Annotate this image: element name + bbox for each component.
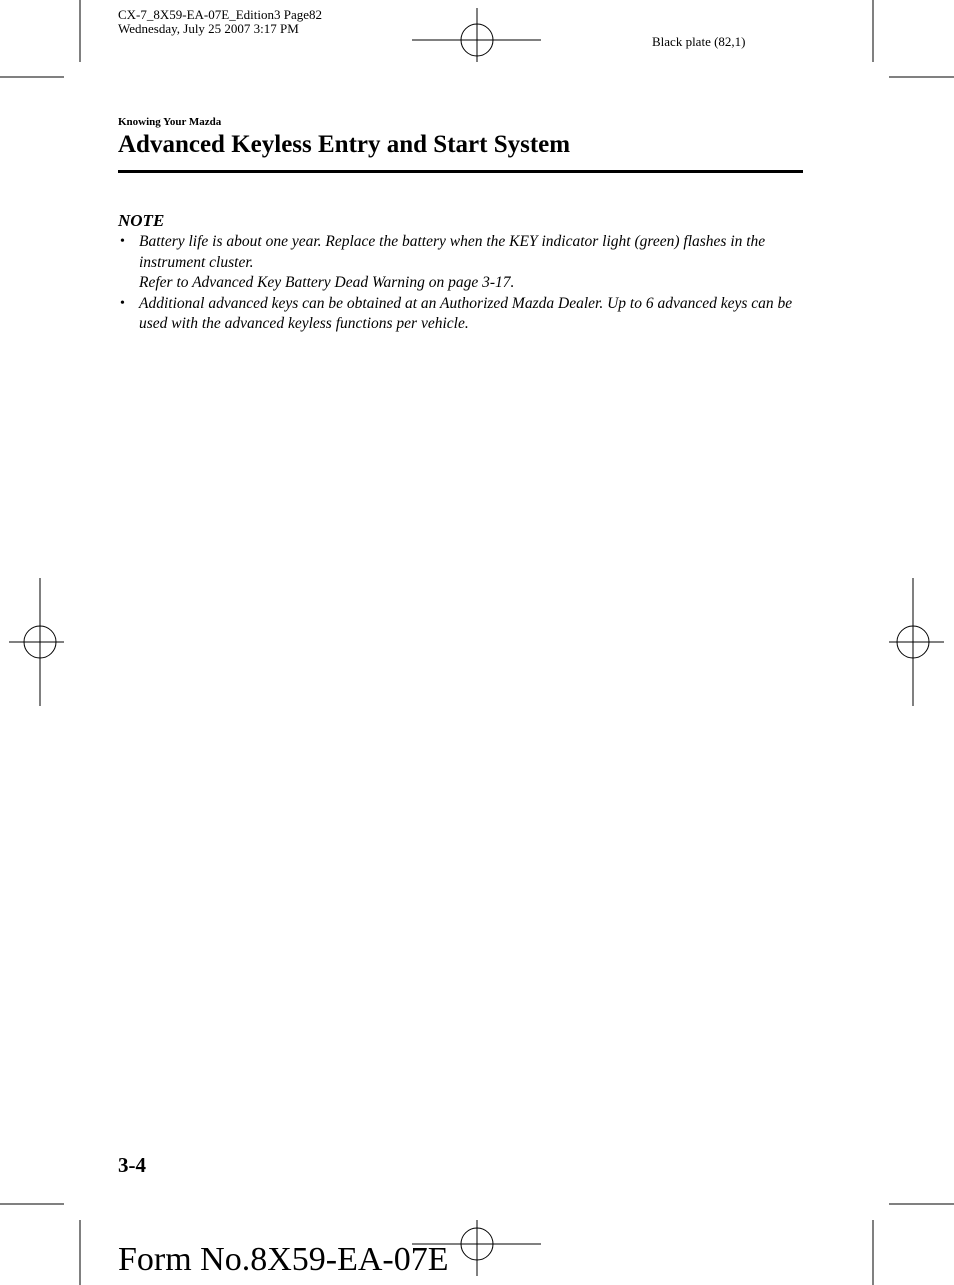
bullet-icon: • bbox=[120, 234, 125, 249]
print-date-line: Wednesday, July 25 2007 3:17 PM bbox=[118, 21, 299, 36]
title-rule bbox=[118, 170, 803, 173]
note-item bbox=[118, 294, 808, 335]
section-label: Knowing Your Mazda bbox=[118, 116, 222, 128]
note-list bbox=[118, 232, 808, 335]
note-text-reference: Refer to Advanced Key Battery Dead Warning on page 3-17. bbox=[139, 274, 515, 291]
note-text: Battery life is about one year. Replace the battery when the KEY indicator light (green) flashes in the instrument cluster. bbox=[139, 233, 766, 271]
plate-label: Black plate (82,1) bbox=[652, 34, 746, 49]
bullet-icon: • bbox=[120, 295, 125, 311]
note-heading: NOTE bbox=[118, 211, 165, 230]
page-number: 3-4 bbox=[118, 1153, 146, 1177]
note-block bbox=[118, 210, 808, 335]
note-item bbox=[118, 232, 808, 294]
note-text: Additional advanced keys can be obtained at an Authorized Mazda Dealer. Up to 6 advanced keys can be used with the advanced keyless functions per vehicle. bbox=[139, 294, 793, 332]
page-title: Advanced Keyless Entry and Start System bbox=[118, 131, 571, 158]
print-file-info bbox=[118, 8, 322, 36]
form-number: Form No.8X59-EA-07E bbox=[118, 1241, 449, 1278]
print-file-line: CX-7_8X59-EA-07E_Edition3 Page82 bbox=[118, 7, 323, 22]
